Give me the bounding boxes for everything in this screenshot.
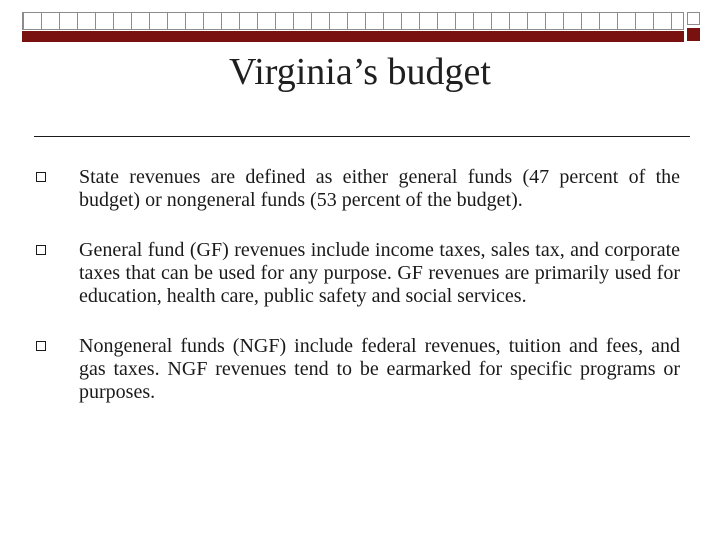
bullet-text: General fund (GF) revenues include income taxes, sales tax, and corporate taxes that can be used for any purpose. GF revenues are primarily used for education, health care, public safety and social services. (79, 239, 680, 307)
corner-square-icon (687, 12, 700, 25)
slide-title: Virginia’s budget (229, 51, 491, 93)
bullet-item (36, 166, 680, 212)
bullet-list (36, 166, 680, 431)
corner-decoration (687, 12, 701, 42)
hollow-square-icon (36, 172, 46, 182)
bullet-item (36, 335, 680, 404)
title-divider (34, 136, 690, 137)
header-decoration (22, 12, 684, 42)
hollow-square-icon (36, 341, 46, 351)
accent-band (22, 31, 684, 42)
hollow-square-icon (36, 245, 46, 255)
grid-strip (22, 12, 684, 30)
bullet-item (36, 239, 680, 308)
corner-filled-square-icon (687, 28, 700, 41)
bullet-text: State revenues are defined as either general funds (47 percent of the budget) or nongeneral funds (53 percent of the budget). (79, 166, 680, 211)
bullet-text: Nongeneral funds (NGF) include federal revenues, tuition and fees, and gas taxes. NGF revenues tend to be earmarked for specific programs or purposes. (79, 335, 680, 403)
